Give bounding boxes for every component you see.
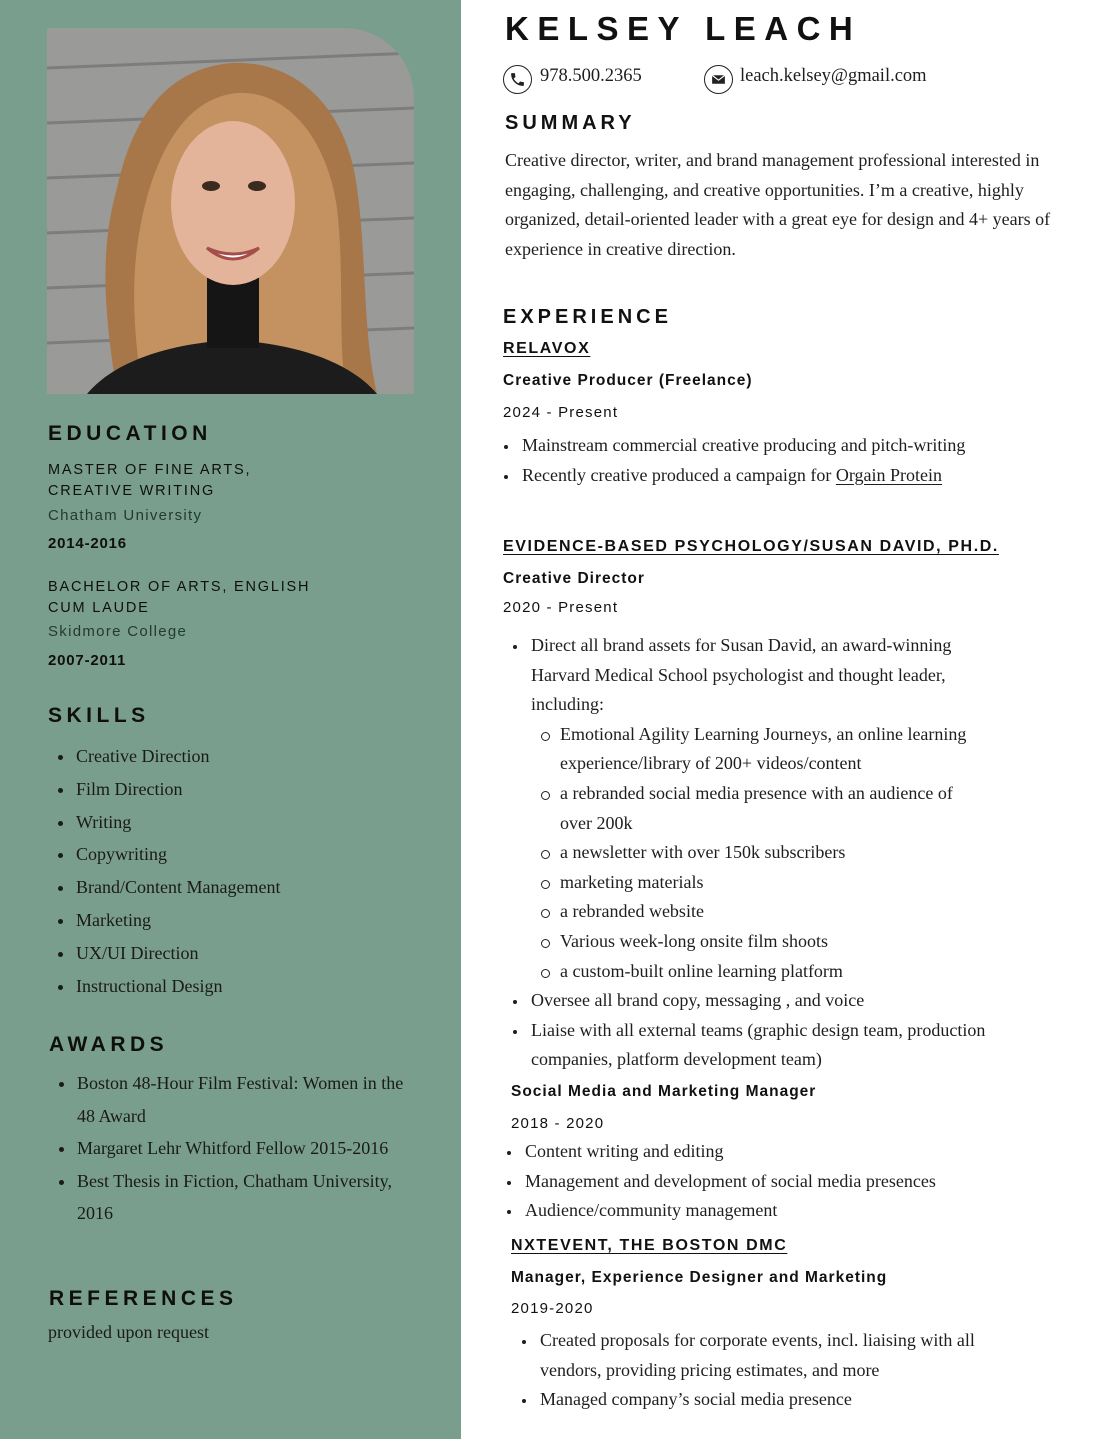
education-years-2: 2007-2011: [48, 652, 127, 669]
list-item: Boston 48-Hour Film Festival: Women in the 48 Award: [59, 1067, 419, 1132]
profile-photo: [47, 28, 414, 394]
skills-list: [58, 740, 280, 1002]
list-item: Best Thesis in Fiction, Chatham University, 2016: [59, 1165, 419, 1230]
relavox-bullets: [504, 431, 1034, 490]
list-item: marketing materials: [541, 868, 973, 898]
education-heading: EDUCATION: [48, 422, 212, 445]
list-item: Copywriting: [58, 838, 280, 871]
nxtevent-bullets: [522, 1326, 1032, 1415]
candidate-name: KELSEY LEACH: [505, 10, 862, 47]
list-item: a rebranded social media presence with an audience of over 200k: [541, 779, 973, 838]
list-item: Film Direction: [58, 773, 280, 806]
references-heading: REFERENCES: [49, 1287, 238, 1310]
role-title: Creative Producer (Freelance): [503, 372, 753, 389]
role-dates: 2018 - 2020: [511, 1115, 605, 1132]
role-dates: 2019-2020: [511, 1300, 594, 1317]
list-item: Emotional Agility Learning Journeys, an online learning experience/library of 200+ videos/content: [541, 720, 973, 779]
email-address[interactable]: leach.kelsey@gmail.com: [740, 66, 927, 86]
social-media-bullets: [507, 1137, 1047, 1226]
list-item: Various week-long onsite film shoots: [541, 927, 973, 957]
list-item: a rebranded website: [541, 897, 973, 927]
list-item: Oversee all brand copy, messaging , and voice: [513, 986, 1023, 1016]
summary-text: Creative director, writer, and brand management professional interested in engaging, challenging, and creative opportunities. I’m a creative, highly organized, detail-oriented leader with a great eye for design and 4+ years of experience in creative direction.: [505, 150, 1051, 259]
education-degree-1: MASTER OF FINE ARTS, CREATIVE WRITING: [48, 462, 252, 499]
phone-icon: [503, 65, 532, 94]
list-item: Management and development of social media presences: [507, 1167, 1047, 1197]
list-item: Audience/community management: [507, 1196, 1047, 1226]
experience-heading: EXPERIENCE: [503, 306, 672, 328]
company-nxtevent: NXTEVENT, THE BOSTON DMC: [511, 1237, 788, 1254]
role-title: Creative Director: [503, 570, 645, 587]
ebp-sub-list: [541, 720, 973, 986]
list-item: a newsletter with over 150k subscribers: [541, 838, 973, 868]
list-item: Writing: [58, 806, 280, 839]
awards-heading: AWARDS: [49, 1033, 169, 1056]
list-item: Direct all brand assets for Susan David, an award-winning Harvard Medical School psychologist and thought leader, including: Emotional Agility Learning Journeys, an online learning experience/library of 200+ videos/content a rebranded social media presence with an audience of over 200k a newsletter with over 150k subscribers marketing materials a rebranded website Various week-long onsite film shoots a custom-built online learning platform: [513, 631, 1023, 986]
list-item: a custom-built online learning platform: [541, 957, 973, 987]
list-item: Marketing: [58, 904, 280, 937]
education-degree-2: BACHELOR OF ARTS, ENGLISH CUM LAUDE: [48, 579, 311, 616]
envelope-icon: [704, 65, 733, 94]
skills-heading: SKILLS: [48, 704, 150, 727]
education-school-2: Skidmore College: [48, 623, 188, 640]
ebp-bullets: [513, 631, 1023, 1075]
orgain-protein-link[interactable]: Orgain Protein: [835, 464, 943, 485]
list-item: UX/UI Direction: [58, 937, 280, 970]
education-years-1: 2014-2016: [48, 535, 127, 552]
sidebar: [0, 0, 461, 1439]
role-title: Manager, Experience Designer and Marketing: [511, 1269, 888, 1286]
list-item: Content writing and editing: [507, 1137, 1047, 1167]
list-item: Recently creative produced a campaign for Orgain Protein: [504, 461, 1034, 491]
company-relavox: RELAVOX: [503, 340, 591, 357]
list-item: Creative Direction: [58, 740, 280, 773]
list-item: Margaret Lehr Whitford Fellow 2015-2016: [59, 1132, 419, 1165]
list-item: Created proposals for corporate events, incl. liaising with all vendors, providing pricing estimates, and more: [522, 1326, 1032, 1385]
references-text: provided upon request: [48, 1322, 209, 1342]
awards-list: [59, 1067, 419, 1230]
list-item: Instructional Design: [58, 970, 280, 1003]
phone-number[interactable]: 978.500.2365: [540, 66, 642, 86]
role-dates: 2020 - Present: [503, 599, 619, 616]
company-evidence-based-psychology: EVIDENCE-BASED PSYCHOLOGY/SUSAN DAVID, PH.D.: [503, 538, 999, 555]
role-title: Social Media and Marketing Manager: [511, 1083, 817, 1100]
education-school-1: Chatham University: [48, 507, 203, 524]
list-item: Mainstream commercial creative producing and pitch-writing: [504, 431, 1034, 461]
list-item: Managed company’s social media presence: [522, 1385, 1032, 1415]
role-dates: 2024 - Present: [503, 404, 619, 421]
list-item: Liaise with all external teams (graphic design team, production companies, platform development team): [513, 1016, 1023, 1075]
summary-heading: SUMMARY: [505, 112, 636, 134]
list-item: Brand/Content Management: [58, 871, 280, 904]
